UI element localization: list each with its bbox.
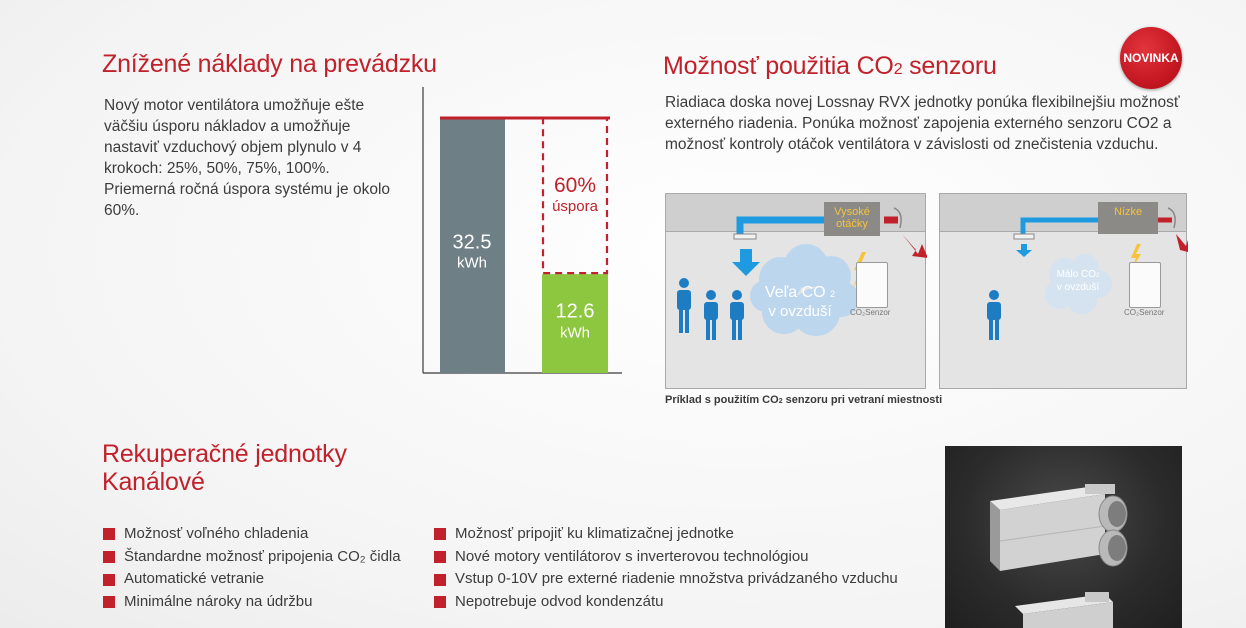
list-item	[103, 591, 401, 614]
list-item-text: Nové motory ventilátorov s inverterovou technológiou	[455, 547, 809, 565]
bar-new-value-label: 12.6	[555, 300, 595, 323]
diffuser-icon	[734, 234, 756, 239]
savings-word-label: úspora	[552, 198, 598, 216]
co2-sensor-icon	[1129, 262, 1161, 308]
list-item	[103, 568, 401, 591]
cloud-line1: Veľa CO	[764, 284, 826, 301]
bar-new-unit-label: kWh	[560, 324, 590, 342]
caption-sub: 2	[778, 398, 783, 405]
caption-end: senzoru pri vetraní miestnosti	[782, 394, 943, 406]
room-diagram-high	[665, 193, 926, 389]
diffuser-icon	[1014, 234, 1034, 239]
diagram-caption	[665, 394, 942, 406]
sensor-label: CO₂Senzor	[850, 308, 891, 317]
product-photo	[945, 446, 1182, 628]
bullet-square-icon	[103, 574, 115, 586]
list-item-text: Nepotrebuje odvod kondenzátu	[455, 593, 664, 611]
list-item	[103, 523, 401, 546]
unit-upper	[990, 484, 1127, 571]
cloud-line2: v ovzduší	[1056, 282, 1100, 293]
bullet-square-icon	[103, 528, 115, 540]
bullet-square-icon	[103, 551, 115, 563]
co2-title-sub: 2	[893, 61, 903, 78]
air-down-arrow-icon	[1016, 244, 1032, 257]
person-icon	[987, 290, 1001, 340]
recup-title-line2: Kanálové	[102, 468, 205, 496]
exhaust-arrow-icon	[902, 234, 927, 258]
list-item-text: Možnosť pripojiť ku klimatizačnej jednotke	[455, 525, 734, 542]
co2-sensor-icon	[856, 262, 888, 308]
co2-title-main: Možnosť použitia CO	[663, 52, 894, 80]
list-item-text: Možnosť voľného chladenia	[124, 525, 309, 542]
co2-cloud-text-high	[750, 284, 850, 321]
ventilation-unit-image	[945, 446, 1182, 628]
list-item	[434, 591, 898, 614]
list-item-text: Štandardne možnosť pripojenia CO₂ čidla	[124, 547, 401, 565]
co2-cloud-text-low	[1048, 269, 1108, 294]
room-diagram-low	[939, 193, 1187, 389]
recup-section-title	[102, 440, 347, 496]
features-list-right	[434, 523, 898, 614]
air-down-arrow-icon	[732, 249, 760, 276]
bullet-square-icon	[434, 551, 446, 563]
caption-start: Príklad s použitím CO	[665, 394, 779, 406]
list-item	[434, 523, 898, 546]
cloud-sub: 2	[830, 289, 836, 299]
sensor-label: CO₂Senzor	[1124, 308, 1165, 317]
cloud-sub: 2	[1096, 273, 1100, 279]
cost-section-text: Nový motor ventilátora umožňuje ešte väčšiu úsporu nákladov a umožňuje nastaviť vzduchový objem plynulo v 4 krokoch: 25%, 50%, 75%, 100%. Priemerná ročná úspora systému je okolo 60%.	[104, 97, 391, 219]
energy-bar-chart	[422, 87, 622, 374]
co2-section-text: Riadiaca doska novej Lossnay RVX jednotky ponúka flexibilnejšiu možnosť externého riadenia. Ponúka možnosť zapojenia externého senzoru CO2 a možnosť kontroly otáčok ventilátora v závislosti od znečistenia vzduchu.	[665, 94, 1180, 153]
bar-old-value-label: 32.5	[452, 231, 492, 254]
features-list-left	[103, 523, 401, 614]
unit-lower	[1015, 592, 1113, 628]
new-badge: NOVINKA	[1120, 27, 1182, 89]
list-item-text: Minimálne nároky na údržbu	[124, 593, 313, 611]
list-item-text: Automatické vetranie	[124, 570, 265, 588]
bar-old-unit-label: kWh	[457, 254, 487, 272]
list-item	[434, 546, 898, 569]
ventilation-unit-high: Vysoké otáčky	[824, 202, 880, 236]
cost-section-title: Znížené náklady na prevádzku	[102, 50, 437, 78]
exhaust-arrow-icon	[1176, 234, 1188, 252]
bar-new-consumption	[542, 274, 608, 373]
co2-section-title	[663, 52, 997, 84]
bullet-square-icon	[434, 574, 446, 586]
list-item	[103, 546, 401, 569]
list-item-text: Vstup 0-10V pre externé riadenie množstva privádzaného vzduchu	[455, 570, 898, 588]
co2-title-end: senzoru	[902, 52, 997, 80]
bullet-square-icon	[434, 596, 446, 608]
savings-percent-label: 60%	[553, 174, 597, 198]
ventilation-unit-low: Nízke	[1098, 202, 1158, 234]
recup-title-line1: Rekuperačné jednotky	[102, 440, 347, 468]
list-item	[434, 568, 898, 591]
bullet-square-icon	[434, 528, 446, 540]
cloud-line1: Málo CO	[1056, 269, 1097, 280]
bullet-square-icon	[103, 596, 115, 608]
people-icon	[677, 278, 744, 340]
cloud-line2: v ovzduší	[768, 303, 832, 320]
